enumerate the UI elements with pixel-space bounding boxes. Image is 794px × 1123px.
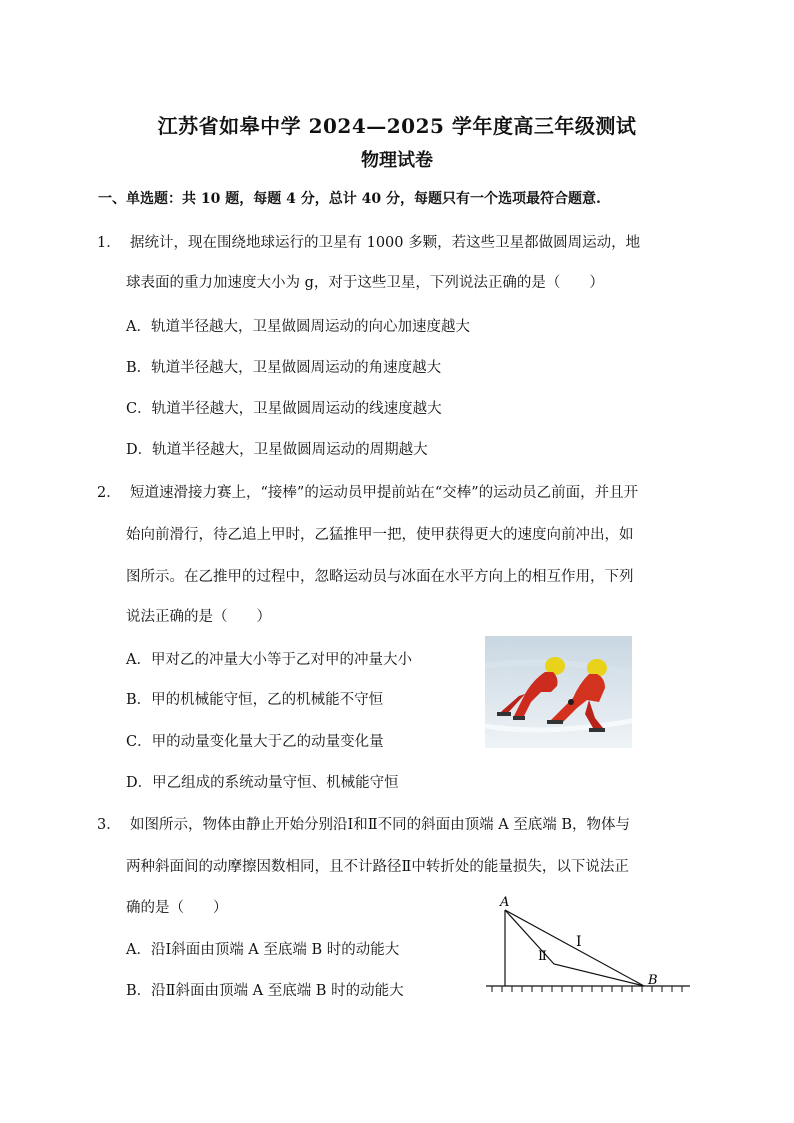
path-2-label: Ⅱ bbox=[538, 949, 547, 964]
exam-subtitle: 物理试卷 bbox=[361, 150, 433, 171]
question-3-number: 3． bbox=[97, 817, 121, 833]
question-1-option-a: A．轨道半径越大，卫星做圆周运动的向心加速度越大 bbox=[126, 319, 470, 335]
question-1-option-c: C．轨道半径越大，卫星做圆周运动的线速度越大 bbox=[126, 401, 442, 417]
question-1-line-2: 球表面的重力加速度大小为 g，对于这些卫星，下列说法正确的是（ ） bbox=[126, 275, 604, 291]
incline-diagram bbox=[486, 892, 692, 996]
path-1-label: Ⅰ bbox=[576, 934, 582, 950]
question-2-line-2: 始向前滑行，待乙追上甲时，乙猛推甲一把，使甲获得更大的速度向前冲出，如 bbox=[126, 527, 634, 543]
incline-path-1 bbox=[505, 910, 644, 986]
question-2-option-b: B．甲的机械能守恒，乙的机械能不守恒 bbox=[126, 692, 384, 708]
question-1-line-1: 据统计，现在围绕地球运行的卫星有 1000 多颗，若这些卫星都做圆周运动，地 bbox=[130, 235, 641, 251]
section-heading: 一、单选题：共 10 题，每题 4 分，总计 40 分，每题只有一个选项最符合题意. bbox=[98, 191, 601, 207]
question-1-option-b: B．轨道半径越大，卫星做圆周运动的角速度越大 bbox=[126, 360, 442, 376]
question-2-option-d: D．甲乙组成的系统动量守恒、机械能守恒 bbox=[126, 775, 399, 791]
point-a-label: A bbox=[500, 895, 510, 910]
question-2-option-a: A．甲对乙的冲量大小等于乙对甲的冲量大小 bbox=[126, 652, 412, 668]
question-3-line-2: 两种斜面间的动摩擦因数相同，且不计路径Ⅱ中转折处的能量损失，以下说法正 bbox=[126, 859, 629, 875]
question-2-line-4: 说法正确的是（ ） bbox=[126, 609, 271, 625]
question-2-line-3: 图所示。在乙推甲的过程中，忽略运动员与冰面在水平方向上的相互作用，下列 bbox=[126, 569, 634, 585]
question-3-option-a: A．沿Ⅰ斜面由顶端 A 至底端 B 时的动能大 bbox=[126, 942, 400, 958]
question-1-number: 1． bbox=[97, 235, 121, 251]
question-2-number: 2． bbox=[97, 485, 121, 501]
question-1-option-d: D．轨道半径越大，卫星做圆周运动的周期越大 bbox=[126, 442, 428, 458]
point-b-label: B bbox=[648, 973, 658, 988]
question-3-option-b: B．沿Ⅱ斜面由顶端 A 至底端 B 时的动能大 bbox=[126, 983, 404, 999]
question-3-line-3: 确的是（ ） bbox=[126, 900, 228, 916]
question-2-option-c: C．甲的动量变化量大于乙的动量变化量 bbox=[126, 734, 384, 750]
exam-title: 江苏省如皋中学 2024—2025 学年度高三年级测试 bbox=[157, 114, 637, 138]
question-2-line-1: 短道速滑接力赛上，“接棒”的运动员甲提前站在“交棒”的运动员乙前面，并且开 bbox=[130, 485, 639, 501]
question-3-line-1: 如图所示，物体由静止开始分别沿Ⅰ和Ⅱ不同的斜面由顶端 A 至底端 B，物体与 bbox=[130, 817, 631, 833]
speed-skating-photo bbox=[485, 636, 632, 748]
